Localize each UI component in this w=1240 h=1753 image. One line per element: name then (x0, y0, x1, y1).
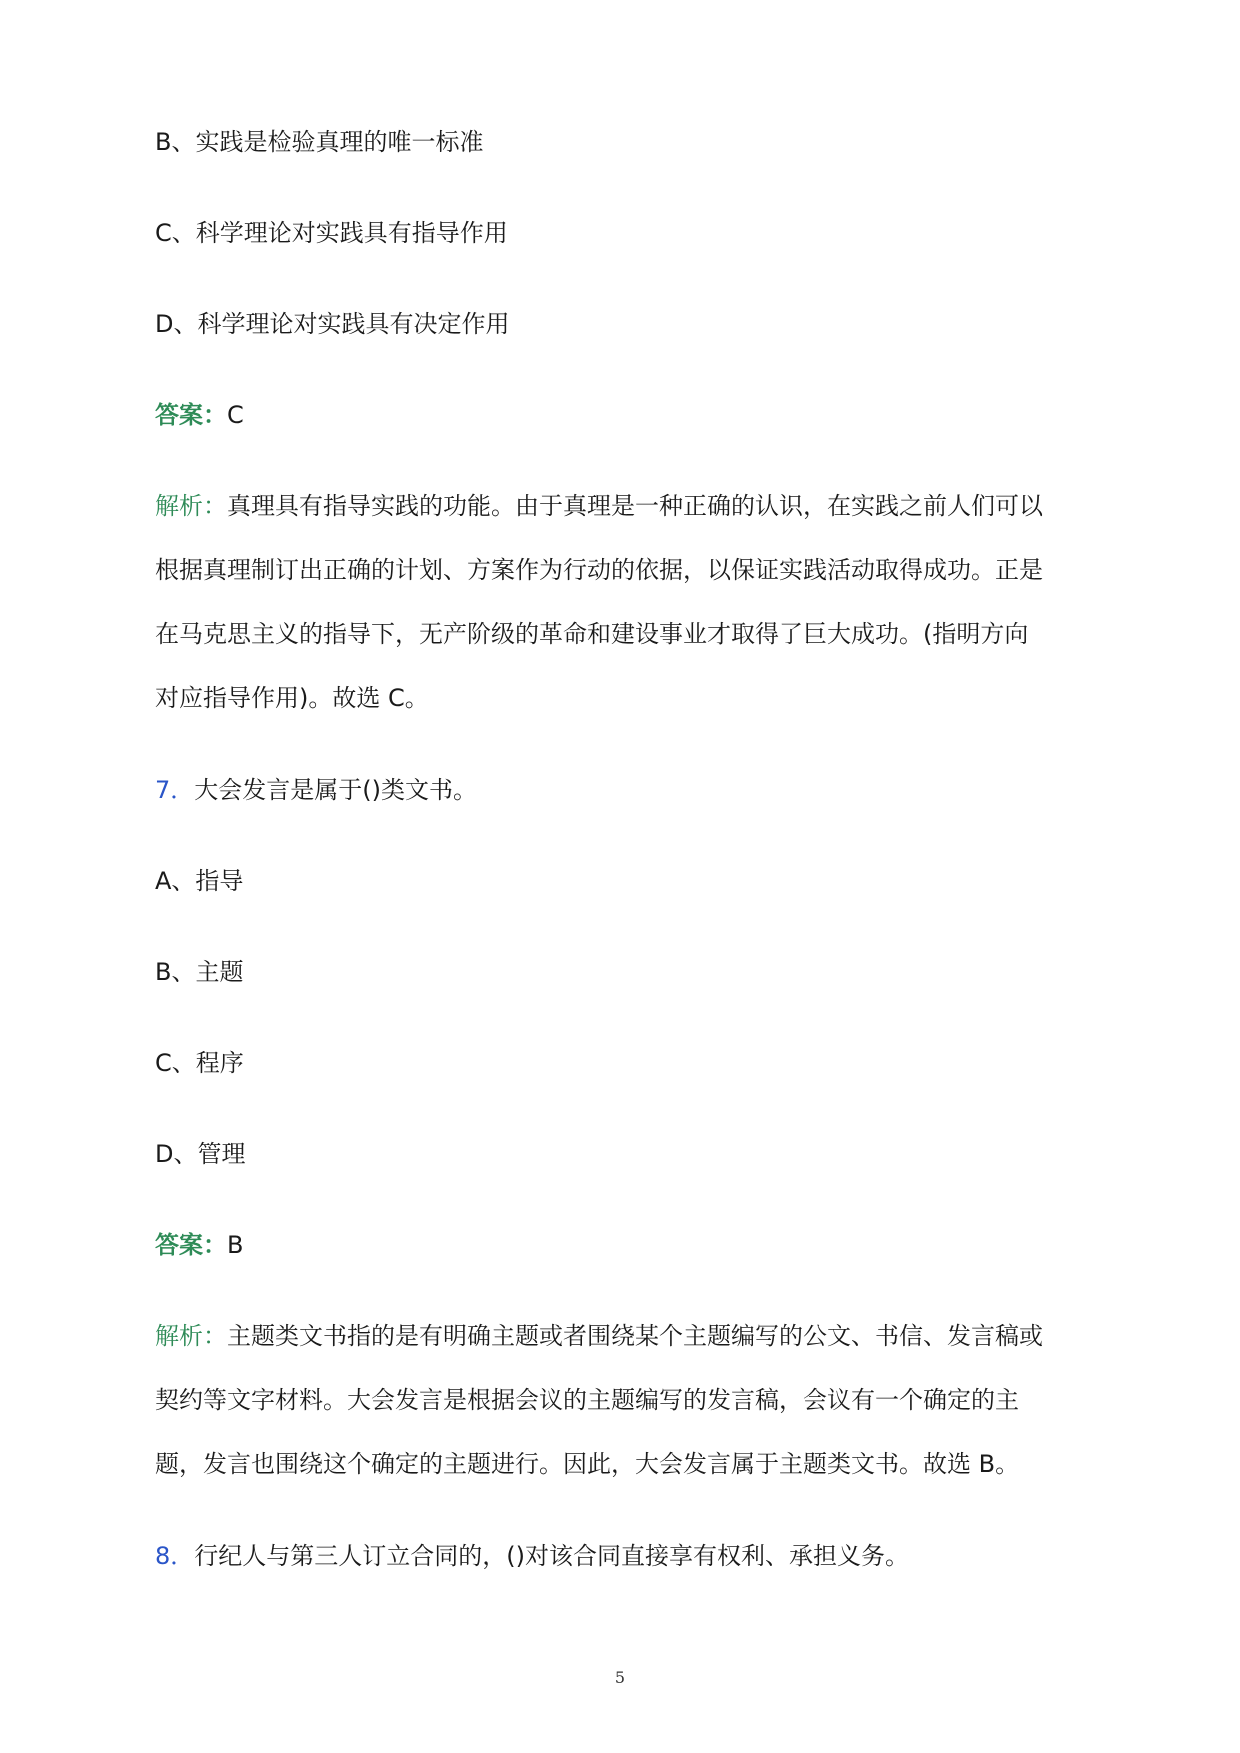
option-b: B、主题 (155, 958, 244, 986)
answer-label: 答案： (155, 1231, 227, 1259)
analysis-line (155, 490, 1043, 522)
question-8-stem (155, 1540, 909, 1572)
analysis-text: 题，发言也围绕这个确定的主题进行。因此，大会发言属于主题类文书。故选 B。 (155, 1450, 1020, 1478)
analysis-label: 解析： (155, 1322, 227, 1350)
analysis-label: 解析： (155, 492, 227, 520)
answer-value: B (227, 1231, 244, 1259)
analysis-text: 在马克思主义的指导下，无产阶级的革命和建设事业才取得了巨大成功。(指明方向 (155, 620, 1029, 648)
analysis-text: 主题类文书指的是有明确主题或者围绕某个主题编写的公文、书信、发言稿或 (227, 1322, 1043, 1350)
answer-value: C (227, 401, 244, 429)
analysis-text: 对应指导作用)。故选 C。 (155, 684, 429, 712)
analysis-text: 契约等文字材料。大会发言是根据会议的主题编写的发言稿，会议有一个确定的主 (155, 1386, 1019, 1414)
analysis-text: 根据真理制订出正确的计划、方案作为行动的依据，以保证实践活动取得成功。正是 (155, 556, 1043, 584)
question-number: 7． (155, 776, 195, 804)
analysis-line (155, 1320, 1043, 1352)
option-c: C、科学理论对实践具有指导作用 (155, 219, 508, 247)
question-text: 行纪人与第三人订立合同的，()对该合同直接享有权利、承担义务。 (194, 1542, 910, 1570)
question-text: 大会发言是属于()类文书。 (194, 776, 478, 804)
answer-line (155, 399, 244, 431)
option-b: B、实践是检验真理的唯一标准 (155, 128, 484, 156)
option-c: C、程序 (155, 1049, 244, 1077)
answer-label: 答案： (155, 401, 227, 429)
page-number: 5 (614, 1668, 626, 1687)
answer-line (155, 1229, 243, 1261)
option-a: A、指导 (155, 867, 244, 895)
option-d: D、管理 (155, 1140, 246, 1168)
analysis-text: 真理具有指导实践的功能。由于真理是一种正确的认识，在实践之前人们可以 (227, 492, 1043, 520)
question-7-stem (155, 774, 477, 806)
question-number: 8． (155, 1542, 195, 1570)
option-d: D、科学理论对实践具有决定作用 (155, 310, 510, 338)
